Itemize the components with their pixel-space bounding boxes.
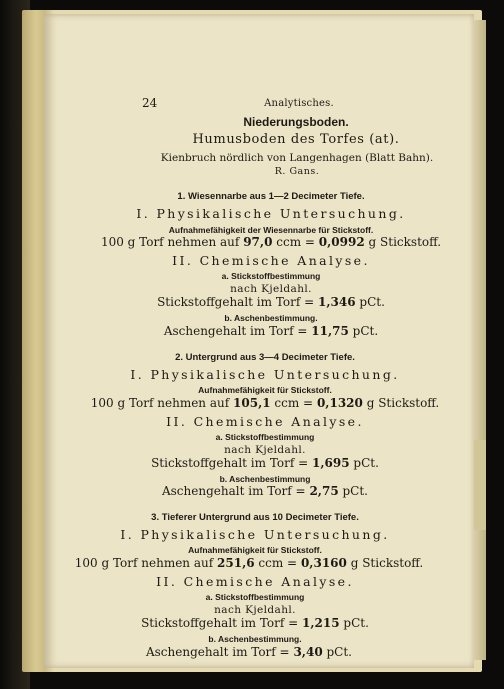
absorption-ccm: 97,0 <box>243 235 273 250</box>
location-line: Kienbruch nördlich von Langenhagen (Blatt Bahn). <box>160 152 434 165</box>
absorption-label: Aufnahmefähigkeit der Wiesennarbe für Stickstoff. <box>168 224 374 235</box>
sample-section-1 <box>44 192 474 338</box>
chemical-heading: II. Chemische Analyse. <box>166 413 364 429</box>
ash-unit: pCt. <box>326 644 352 659</box>
nitrogen-line <box>56 296 486 310</box>
author-line: R. Gans. <box>274 166 320 178</box>
section-heading: 2. Untergrund aus 3—4 Decimeter Tiefe. <box>175 351 355 363</box>
physical-heading: I. Physikalische Untersuchung. <box>120 526 390 542</box>
section-heading: 3. Tieferer Untergrund aus 10 Decimeter Tiefe. <box>151 512 359 524</box>
absorption-line <box>34 557 464 571</box>
nitrogen-prefix: Stickstoffgehalt im Torf = <box>157 295 315 310</box>
ash-value: 11,75 <box>311 323 349 338</box>
ash-line <box>50 485 480 499</box>
nitrogen-unit: pCt. <box>353 455 379 470</box>
nitrogen-method: nach Kjeldahl. <box>230 283 312 296</box>
ash-value: 3,40 <box>293 644 323 659</box>
running-head: Analytisches. <box>264 98 334 109</box>
absorption-mid: ccm = <box>258 556 298 571</box>
absorption-grams: 0,3160 <box>300 556 347 571</box>
absorption-grams: 0,0992 <box>318 235 365 250</box>
nitrogen-value: 1,695 <box>312 455 350 470</box>
absorption-prefix: 100 g Torf nehmen auf <box>74 556 214 571</box>
nitrogen-value: 1,346 <box>318 295 356 310</box>
physical-heading: I. Physikalische Untersuchung. <box>130 366 400 382</box>
absorption-mid: ccm = <box>276 235 315 250</box>
nitrogen-unit: pCt. <box>343 616 369 631</box>
ash-label: b. Aschenbestimmung. <box>224 313 318 324</box>
page-title: Niederungsboden. <box>243 114 349 129</box>
absorption-mid: ccm = <box>274 395 314 410</box>
ash-unit: pCt. <box>342 484 368 499</box>
absorption-grams: 0,1320 <box>316 395 363 410</box>
ash-label: b. Aschenbestimmung. <box>208 633 302 644</box>
nitrogen-label: a. Stickstoffbestimmung <box>221 271 321 282</box>
ash-label: b. Aschenbestimmung <box>219 473 311 484</box>
nitrogen-prefix: Stickstoffgehalt im Torf = <box>151 455 309 470</box>
ash-line <box>56 325 486 339</box>
ash-value: 2,75 <box>309 484 339 499</box>
absorption-label: Aufnahmefähigkeit für Stickstoff. <box>198 384 332 395</box>
nitrogen-unit: pCt. <box>359 295 385 310</box>
absorption-ccm: 105,1 <box>233 395 271 410</box>
absorption-prefix: 100 g Torf nehmen auf <box>90 395 230 410</box>
absorption-suffix: g Stickstoff. <box>350 556 424 571</box>
section-heading: 1. Wiesennarbe aus 1—2 Decimeter Tiefe. <box>177 191 365 203</box>
ash-unit: pCt. <box>352 323 379 338</box>
absorption-prefix: 100 g Torf nehmen auf <box>100 235 240 250</box>
absorption-ccm: 251,6 <box>217 556 255 571</box>
sample-section-2 <box>44 353 474 499</box>
sample-section-3 <box>44 513 474 659</box>
nitrogen-line <box>50 457 480 471</box>
chemical-heading: II. Chemische Analyse. <box>172 253 370 269</box>
ash-prefix: Aschengehalt im Torf = <box>161 484 306 499</box>
physical-heading: I. Physikalische Untersuchung. <box>136 206 406 222</box>
absorption-line <box>50 397 480 411</box>
page-right-edge <box>474 20 486 660</box>
absorption-line <box>56 236 486 250</box>
nitrogen-label: a. Stickstoffbestimmung <box>205 592 305 603</box>
absorption-suffix: g Stickstoff. <box>366 395 440 410</box>
absorption-suffix: g Stickstoff. <box>368 235 442 250</box>
page-subtitle: Humusboden des Torfes (at). <box>192 132 400 148</box>
nitrogen-value: 1,215 <box>302 616 340 631</box>
nitrogen-method: nach Kjeldahl. <box>224 443 306 456</box>
ash-line <box>34 646 464 660</box>
chemical-heading: II. Chemische Analyse. <box>156 573 354 589</box>
ash-prefix: Aschengehalt im Torf = <box>145 644 290 659</box>
absorption-label: Aufnahmefähigkeit für Stickstoff. <box>188 545 322 556</box>
nitrogen-line <box>40 617 470 631</box>
ash-prefix: Aschengehalt im Torf = <box>163 323 308 338</box>
nitrogen-method: nach Kjeldahl. <box>214 604 296 617</box>
page-number: 24 <box>142 96 158 110</box>
nitrogen-label: a. Stickstoffbestimmung <box>215 431 315 442</box>
page-content <box>44 98 474 659</box>
nitrogen-prefix: Stickstoffgehalt im Torf = <box>141 616 299 631</box>
scan-border <box>486 0 504 689</box>
